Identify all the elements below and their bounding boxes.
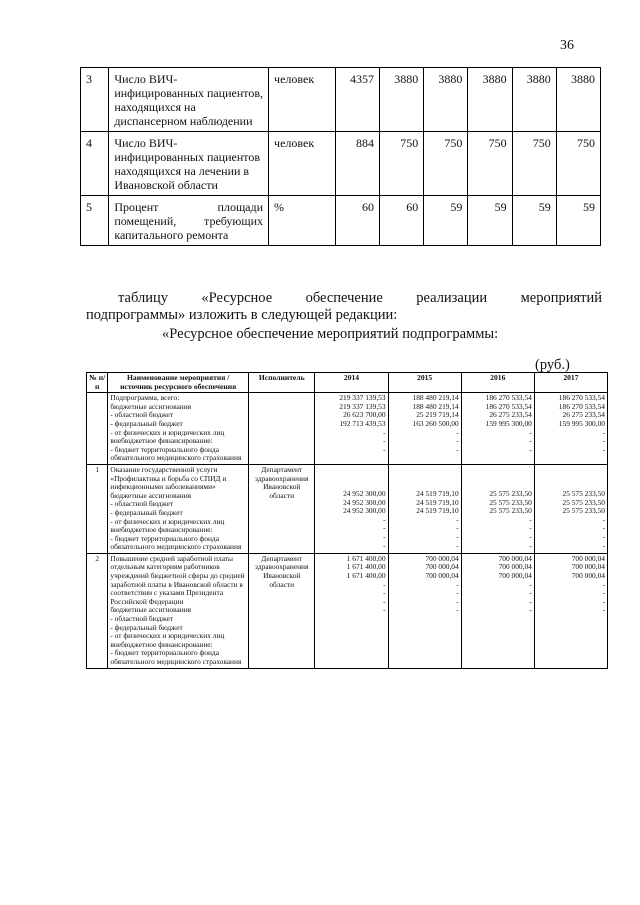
- amount: -: [529, 596, 532, 606]
- value-cell: 3880: [556, 68, 600, 132]
- value-cell: 3880: [512, 68, 556, 132]
- amount: -: [602, 523, 605, 533]
- name-line: бюджетные ассигнования: [110, 401, 192, 411]
- name-line: - федеральный бюджет: [110, 507, 183, 517]
- name-line: Повышение средней заработной платы отдельным категориям работников учреждений бюджетной сферы до средней заработной платы в Ивановской области в соответствии с указами Президента Российской Федерации: [110, 553, 245, 606]
- name-line: - федеральный бюджет: [110, 418, 183, 428]
- amount: 186 270 533,54: [558, 393, 605, 403]
- amount: -: [529, 579, 532, 589]
- amount: 700 000,04: [571, 553, 605, 563]
- amount: 24 519 719,10: [416, 488, 459, 498]
- amount: 25 575 233,50: [562, 488, 605, 498]
- activity-name: [108, 553, 249, 668]
- amount: -: [529, 444, 532, 454]
- row-number: 2: [87, 553, 108, 668]
- row-number: 4: [81, 132, 109, 196]
- page-number: 36: [560, 38, 574, 53]
- amount: 1 671 400,00: [346, 553, 386, 563]
- name-line: - областной бюджет: [110, 410, 174, 420]
- amount: -: [602, 427, 605, 437]
- amount: 25 575 233,50: [562, 497, 605, 507]
- year-values: [315, 393, 388, 465]
- amount: -: [456, 523, 459, 533]
- name-line: бюджетные ассигнования: [110, 605, 192, 615]
- column-header: 2016: [461, 373, 534, 393]
- value-cell: 59: [512, 196, 556, 246]
- name-line: внебюджетное финансирование:: [110, 639, 213, 649]
- amount: -: [383, 514, 386, 524]
- amount: -: [529, 427, 532, 437]
- indicator-name: Число ВИЧ-инфицированных пациентов находящихся на лечении в Ивановской области: [109, 132, 269, 196]
- table-caption: «Ресурсное обеспечение мероприятий подпрограммы:: [162, 326, 499, 342]
- indicators-table: [80, 67, 601, 246]
- instruction-paragraph: [86, 290, 602, 324]
- table-row: [87, 393, 608, 465]
- year-values: [461, 464, 534, 553]
- column-header: 2015: [388, 373, 461, 393]
- amount: -: [383, 579, 386, 589]
- name-line: внебюджетное финансирование:: [110, 525, 213, 535]
- amount: 26 623 700,00: [343, 410, 386, 420]
- activity-name: [108, 464, 249, 553]
- instruction-line-2: подпрограммы» изложить в следующей редакции:: [86, 307, 398, 323]
- amount: 1 671 400,00: [346, 571, 386, 581]
- row-number: 5: [81, 196, 109, 246]
- amount: 219 337 139,53: [339, 401, 386, 411]
- amount: 192 713 439,53: [339, 418, 386, 428]
- amount: 700 000,04: [498, 562, 532, 572]
- amount: -: [529, 605, 532, 615]
- value-cell: 3880: [380, 68, 424, 132]
- column-header: 2017: [534, 373, 607, 393]
- year-values: [315, 464, 388, 553]
- amount: 25 575 233,50: [489, 497, 532, 507]
- row-number: [87, 393, 108, 465]
- value-cell: 750: [556, 132, 600, 196]
- amount: 700 000,04: [498, 553, 532, 563]
- column-header: Исполнитель: [249, 373, 315, 393]
- amount: -: [602, 540, 605, 550]
- value-cell: 3880: [424, 68, 468, 132]
- name-line: - бюджет территориального фонда обязательного медицинского страхования: [110, 444, 242, 463]
- amount: -: [529, 514, 532, 524]
- column-header: № п/п: [87, 373, 108, 393]
- name-line: - бюджет территориального фонда обязательного медицинского страхования: [110, 648, 242, 666]
- amount: 188 480 219,14: [412, 393, 459, 403]
- amount: -: [529, 531, 532, 541]
- amount: 24 952 300,00: [343, 497, 386, 507]
- value-cell: 884: [335, 132, 379, 196]
- name-line: - федеральный бюджет: [110, 622, 183, 632]
- name-line: - от физических и юридических лиц: [110, 427, 225, 437]
- amount: 700 000,04: [425, 562, 459, 572]
- amount: 26 275 233,54: [562, 410, 605, 420]
- value-cell: 3880: [468, 68, 512, 132]
- amount: -: [456, 540, 459, 550]
- name-line: - бюджет территориального фонда обязательного медицинского страхования: [110, 533, 242, 552]
- value-cell: 750: [380, 132, 424, 196]
- amount: 24 952 300,00: [343, 488, 386, 498]
- name-line: внебюджетное финансирование:: [110, 436, 213, 446]
- amount: -: [602, 605, 605, 615]
- column-header: Наименование мероприятия / источник ресурсного обеспечения: [108, 373, 249, 393]
- table-row: [87, 464, 608, 553]
- amount: -: [456, 596, 459, 606]
- amount: -: [456, 531, 459, 541]
- resource-table: [86, 372, 608, 669]
- amount: -: [383, 588, 386, 598]
- name-line: бюджетные ассигнования: [110, 490, 192, 500]
- unit-cell: человек: [269, 68, 336, 132]
- amount: 24 952 300,00: [343, 506, 386, 516]
- amount: 1 671 400,00: [346, 562, 386, 572]
- amount: -: [602, 588, 605, 598]
- year-values: [461, 553, 534, 668]
- amount: 163 260 500,00: [412, 418, 459, 428]
- table-row: [81, 196, 601, 246]
- amount: -: [529, 540, 532, 550]
- value-cell: 60: [335, 196, 379, 246]
- name-line: - от физических и юридических лиц: [110, 516, 225, 526]
- executor: Департамент здравоохранения Ивановской области: [249, 553, 315, 668]
- amount: 188 480 219,14: [412, 401, 459, 411]
- value-cell: 750: [468, 132, 512, 196]
- amount: -: [383, 531, 386, 541]
- unit-label: (руб.): [535, 357, 570, 373]
- executor: Департамент здравоохранения Ивановской области: [249, 464, 315, 553]
- amount: -: [456, 444, 459, 454]
- year-values: [388, 393, 461, 465]
- amount: -: [602, 531, 605, 541]
- unit-cell: человек: [269, 132, 336, 196]
- amount: -: [602, 579, 605, 589]
- amount: 700 000,04: [571, 571, 605, 581]
- amount: -: [383, 427, 386, 437]
- year-values: [534, 464, 607, 553]
- year-values: [534, 393, 607, 465]
- row-number: 3: [81, 68, 109, 132]
- amount: -: [456, 579, 459, 589]
- amount: 186 270 533,54: [485, 393, 532, 403]
- value-cell: 59: [556, 196, 600, 246]
- executor: [249, 393, 315, 465]
- table-row: [81, 132, 601, 196]
- amount: -: [456, 514, 459, 524]
- instruction-line-1: таблицу «Ресурсное обеспечение реализации мероприятий: [118, 290, 602, 306]
- amount: -: [456, 605, 459, 615]
- indicator-name: Число ВИЧ-инфицированных пациентов, находящихся на диспансерном наблюдении: [109, 68, 269, 132]
- amount: 25 575 233,50: [562, 506, 605, 516]
- value-cell: 750: [424, 132, 468, 196]
- amount: -: [456, 436, 459, 446]
- name-line: - областной бюджет: [110, 614, 174, 624]
- amount: -: [529, 436, 532, 446]
- amount: 25 575 233,50: [489, 488, 532, 498]
- amount: 24 519 719,10: [416, 506, 459, 516]
- amount: -: [456, 588, 459, 598]
- amount: 25 219 719,14: [416, 410, 459, 420]
- activity-name: [108, 393, 249, 465]
- amount: -: [383, 444, 386, 454]
- amount: -: [602, 514, 605, 524]
- year-values: [534, 553, 607, 668]
- value-cell: 59: [468, 196, 512, 246]
- name-line: Оказание государственной услуги «Профилактика и борьба со СПИД и инфекционными заболеваниями»: [110, 464, 227, 492]
- name-line: - областной бюджет: [110, 499, 174, 509]
- year-values: [315, 553, 388, 668]
- amount: 24 519 719,10: [416, 497, 459, 507]
- value-cell: 60: [380, 196, 424, 246]
- column-header: 2014: [315, 373, 388, 393]
- name-line: - от физических и юридических лиц: [110, 631, 225, 641]
- amount: -: [383, 436, 386, 446]
- table-row: [81, 68, 601, 132]
- amount: -: [456, 427, 459, 437]
- table-row: [87, 553, 608, 668]
- value-cell: 59: [424, 196, 468, 246]
- amount: -: [602, 444, 605, 454]
- amount: 700 000,04: [571, 562, 605, 572]
- amount: 186 270 533,54: [485, 401, 532, 411]
- amount: -: [383, 605, 386, 615]
- amount: 186 270 533,54: [558, 401, 605, 411]
- indicator-name: Процент площади помещений, требующих капитального ремонта: [109, 196, 269, 246]
- amount: -: [602, 436, 605, 446]
- year-values: [461, 393, 534, 465]
- amount: 25 575 233,50: [489, 506, 532, 516]
- amount: 159 995 300,00: [558, 418, 605, 428]
- amount: -: [383, 540, 386, 550]
- unit-cell: %: [269, 196, 336, 246]
- amount: 219 337 139,53: [339, 393, 386, 403]
- amount: -: [529, 588, 532, 598]
- amount: 700 000,04: [498, 571, 532, 581]
- value-cell: 4357: [335, 68, 379, 132]
- value-cell: 750: [512, 132, 556, 196]
- amount: 159 995 300,00: [485, 418, 532, 428]
- amount: -: [383, 523, 386, 533]
- amount: -: [529, 523, 532, 533]
- year-values: [388, 464, 461, 553]
- amount: -: [383, 596, 386, 606]
- amount: -: [602, 596, 605, 606]
- year-values: [388, 553, 461, 668]
- name-line: Подпрограмма, всего:: [110, 393, 180, 403]
- amount: 700 000,04: [425, 553, 459, 563]
- amount: 700 000,04: [425, 571, 459, 581]
- row-number: 1: [87, 464, 108, 553]
- amount: 26 275 233,54: [489, 410, 532, 420]
